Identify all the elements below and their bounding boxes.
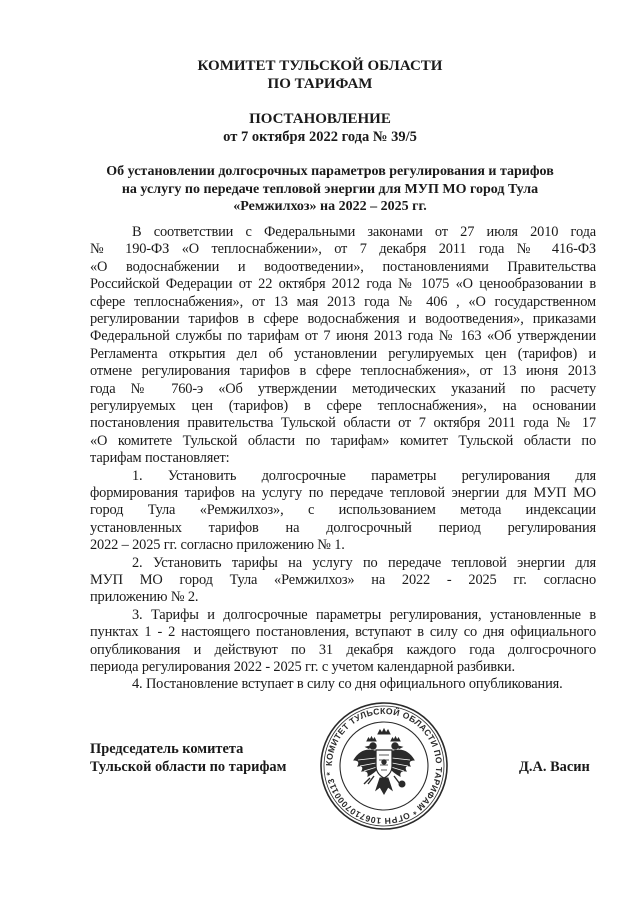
preamble-line: постановления правительства Тульской области от 7 октября 2011 года № 17 — [90, 415, 596, 432]
clause-line: 1. Установить долгосрочные параметры регулирования для — [132, 467, 596, 484]
preamble-line: В соответствии с Федеральными законами от 27 июля 2010 года — [132, 224, 596, 240]
committee-name-line2: ПО ТАРИФАМ — [267, 76, 373, 92]
clause-line: 4. Постановление вступает в силу со дня официального опубликования. — [132, 676, 563, 693]
clause-line: 2. Установить тарифы на услугу по передаче тепловой энергии для — [132, 554, 596, 571]
preamble-line: года № 760-э «Об утверждении методических указаний по расчету — [90, 380, 596, 397]
clause-line: формирования тарифов на услугу по передаче тепловой энергии для МУП МО — [90, 485, 596, 501]
clause-line: приложению № 2. — [90, 589, 199, 606]
document-date-number: от 7 октября 2022 года № 39/5 — [223, 129, 417, 145]
document-title-line1: Об установлении долгосрочных параметров регулирования и тарифов — [106, 164, 554, 179]
committee-name-line1: КОМИТЕТ ТУЛЬСКОЙ ОБЛАСТИ — [197, 58, 443, 74]
preamble-line: «О водоснабжении и водоотведении», постановлениями Правительства — [90, 258, 596, 275]
preamble-line: тарифам постановляет: — [90, 450, 230, 467]
coat-of-arms-icon — [354, 729, 414, 794]
preamble-line: № 190-ФЗ «О теплоснабжении», от 7 декабря 2011 года № 416-ФЗ — [90, 241, 596, 258]
preamble-line: регулировании тарифов в сфере водоснабжения и водоотведения», приказами — [90, 311, 596, 328]
clause-line: установленных тарифов на долгосрочный период регулирования — [90, 519, 596, 536]
preamble-line: регулируемых цен (тарифов) в сфере теплоснабжения», на основании — [90, 398, 596, 415]
preamble-paragraph — [90, 224, 596, 468]
clause-3 — [90, 607, 596, 677]
signatory-position-line2: Тульской области по тарифам — [90, 759, 287, 775]
preamble-line: Регламента открытия дел об установлении регулируемых цен (тарифов) и — [90, 345, 596, 362]
clause-4 — [90, 676, 596, 693]
signatory-name: Д.А. Васин — [519, 759, 590, 775]
clause-line: 2022 – 2025 гг. согласно приложению № 1. — [90, 537, 345, 554]
clause-line: опубликования и действуют по 31 декабря каждого года долгосрочного — [90, 641, 596, 658]
clause-line: пунктах 1 - 2 настоящего постановления, вступают в силу со дня официального — [90, 624, 596, 641]
seal-ring-text: КОМИТЕТ ТУЛЬСКОЙ ОБЛАСТИ ПО ТАРИФАМ * ОГРН 1067107000113 * — [323, 705, 445, 827]
document-title-line2: на услугу по передаче тепловой энергии для МУП МО город Тула — [121, 181, 539, 197]
signatory-position-line1: Председатель комитета — [90, 741, 244, 757]
preamble-line: сфере теплоснабжения», от 13 мая 2013 года № 406 , «О государственном — [90, 293, 596, 310]
signatory-position — [90, 740, 286, 776]
clause-2 — [90, 555, 596, 607]
preamble-line: Федеральной службы по тарифам от 7 июня 2013 года № 163 «Об утверждении — [90, 328, 596, 345]
preamble-line: «О комитете Тульской области по тарифам» комитет Тульской области по — [90, 432, 596, 449]
document-type: ПОСТАНОВЛЕНИЕ — [249, 111, 391, 127]
clause-line: МУП МО город Тула «Ремжилхоз» на 2022 - 2025 гг. согласно — [90, 572, 596, 588]
preamble-line: отмене регулирования тарифов в сфере теплоснабжения», от 13 июня 2013 — [90, 363, 596, 380]
clause-line: 3. Тарифы и долгосрочные параметры регулирования, установленные в — [132, 606, 596, 623]
clause-line: периода регулирования 2022 - 2025 гг. с учетом календарной разбивки. — [90, 659, 515, 676]
clause-1 — [90, 468, 596, 555]
official-seal — [318, 700, 450, 832]
preamble-line: Российской Федерации от 22 октября 2012 года № 1075 «О ценообразовании в — [90, 276, 596, 293]
clause-line: город Тула «Ремжилхоз», с использованием метода индексации — [90, 502, 596, 519]
document-title-line3: «Ремжилхоз» на 2022 – 2025 гг. — [233, 199, 427, 214]
